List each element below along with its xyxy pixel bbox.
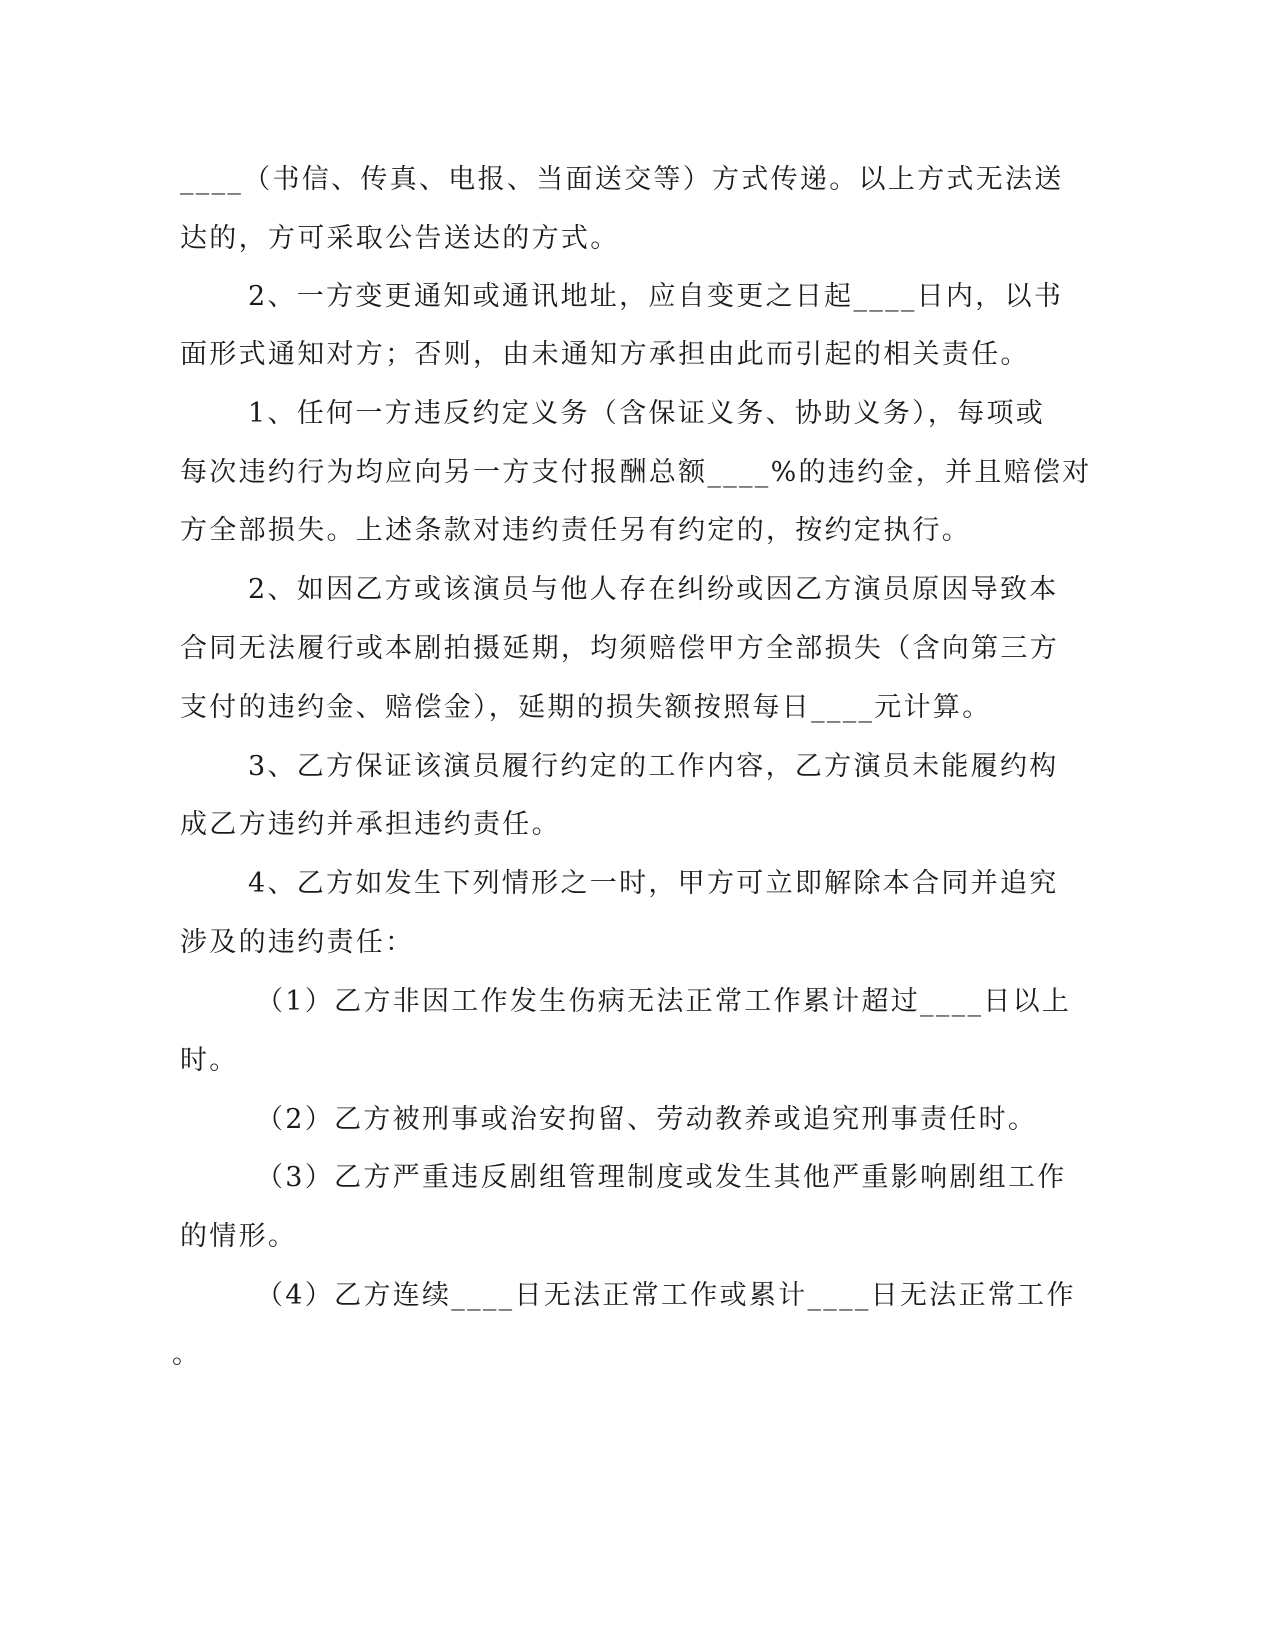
text-line-13: 4、乙方如发生下列情形之一时，甲方可立即解除本合同并追究	[248, 868, 1059, 899]
text-line-17: （2）乙方被刑事或治安拘留、劳动教养或追究刑事责任时。	[256, 1104, 1038, 1135]
text-line-12: 成乙方违约并承担违约责任。	[180, 809, 561, 840]
text-line-3: 2、一方变更通知或通讯地址，应自变更之日起____日内，以书	[248, 281, 1064, 312]
text-line-11: 3、乙方保证该演员履行约定的工作内容，乙方演员未能履约构	[248, 751, 1059, 782]
text-line-18: （3）乙方严重违反剧组管理制度或发生其他严重影响剧组工作	[256, 1162, 1067, 1193]
text-line-14: 涉及的违约责任：	[180, 927, 415, 958]
text-line-10: 支付的违约金、赔偿金），延期的损失额按照每日____元计算。	[180, 692, 992, 723]
text-line-15: （1）乙方非因工作发生伤病无法正常工作累计超过____日以上	[256, 986, 1072, 1017]
text-line-16: 时。	[180, 1045, 239, 1076]
text-line-21: 。	[172, 1339, 202, 1370]
text-line-20: （4）乙方连续____日无法正常工作或累计____日无法正常工作	[256, 1280, 1076, 1311]
text-line-5: 1、任何一方违反约定义务（含保证义务、协助义务），每项或	[248, 398, 1046, 429]
text-line-7: 方全部损失。上述条款对违约责任另有约定的，按约定执行。	[180, 515, 972, 546]
text-line-1: ____（书信、传真、电报、当面送交等）方式传递。以上方式无法送	[180, 164, 1064, 195]
text-line-4: 面形式通知对方；否则，由未通知方承担由此而引起的相关责任。	[180, 339, 1030, 370]
text-line-6: 每次违约行为均应向另一方支付报酬总额____%的违约金，并且赔偿对	[180, 457, 1092, 488]
text-line-9: 合同无法履行或本剧拍摄延期，均须赔偿甲方全部损失（含向第三方	[180, 633, 1059, 664]
text-line-19: 的情形。	[180, 1221, 298, 1252]
text-line-2: 达的，方可采取公告送达的方式。	[180, 223, 620, 254]
text-line-8: 2、如因乙方或该演员与他人存在纠纷或因乙方演员原因导致本	[248, 574, 1059, 605]
